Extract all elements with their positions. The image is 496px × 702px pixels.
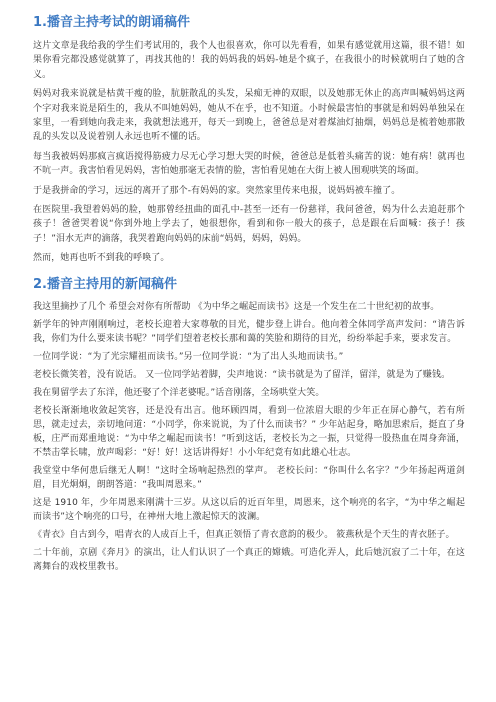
paragraph: 每当我被妈妈那疯言疯语搅得筋疲力尽无心学习想大哭的时候，爸爸总是低着头痛苦的说：她有病！就再也不吭一声。我害怕看见妈妈，害怕她那毫无表情的脸，害怕看见她在大街上被人围观哄笑的场面。 [33,151,465,177]
paragraph: 然而，她再也听不到我的呼唤了。 [33,253,170,264]
paragraph: 我在舅留学去了东洋，他还娶了个洋老婆呢。”话音刚落，全场哄堂大笑。 [33,387,325,398]
paragraph: 一位同学说：“为了光宗耀祖而读书。”另一位同学说：“为了出人头地而读书。” [33,351,344,362]
paragraph: 在医院里-我望着妈妈的脸，她那曾经扭曲的面孔中-甚至一还有一份慈祥，我问爸爸，妈为什么去追赶那个孩子！爸爸哭着说“你到外地上学去了，她很想你，看到和你一般大的孩子，总是跟在后面喊：孩子！孩子！”泪水无声的滴落，我哭着跑向妈妈的床前“妈妈，妈妈，妈妈。 [33,205,465,244]
section-news-manuscript [33,276,465,574]
paragraph: 我这里摘抄了几个 希望会对你有所帮助 《为中华之崛起而读书》这是一个发生在二十世纪初的故事。 [33,301,440,312]
section-title-1: 1.播音主持考试的朗诵稿件 [33,15,190,30]
paragraph: 《青衣》自古到今，唱青衣的人成百上千，但真正领悟了青衣意韵的极少。 筱燕秋是个天生的青衣胚子。 [33,529,455,540]
paragraph: 这片文章是我给我的学生们考试用的，我个人也很喜欢，你可以先看看，如果有感觉就用这篇，很不错！如果你看完都没感觉就算了，再找其他的！我的妈妈我的妈妈-她是个疯子，在我很小的时候就明白了她的含义。 [33,41,465,80]
paragraph: 老校长渐渐地收敛起笑容，还是没有出言。他环顾四周，看到一位浓眉大眼的少年正在屏心静气，若有所思，就走过去，亲切地问道：“小同学，你来说说，为了什么而读书？” 少年站起身，略加思索后，挺直了身板，庄严而郑重地说：“为中华之崛起而读书！”听到这话，老校长为之一振，只觉得一股热血在周身奔涌，不禁击掌长啸，放声喝彩：“好！好！这话讲得好！小小年纪竟有如此雄心壮志。 [33,405,465,458]
paragraph: 老校长微笑着，没有说话。 又一位同学站着脚，尖声地说：“读书就是为了留洋，留洋，就是为了赚钱。 [33,369,451,380]
document-page [33,10,465,578]
section-title-2: 2.播音主持用的新闻稿件 [33,276,177,292]
paragraph: 二十年前，京剧《奔月》的演出，让人们认识了一个真正的嫦娥。可造化弄人，此后她沉寂了二十年，在这离舞台的戏校里教书。 [33,547,465,572]
paragraph: 这是 1910 年，少年周恩来刚满十三岁。从这以后的近百年里，周恩来，这个响亮的名字，“为中华之崛起而读书”这个响亮的口号，在神州大地上激起惊天的波澜。 [33,497,465,522]
section-oral-recitation [33,14,465,266]
paragraph: 妈妈对我来说就是枯黄干瘦的脸，肮脏散乱的头发，呆痴无神的双眼，以及她那无休止的高声叫喊妈妈这两个字对我来说是陌生的，我从不叫她妈妈，她从不在乎，也不知道。小时候最害怕的事就是和妈妈单独呆在家里，一看到她向我走来，我就想法逃开，每天一到晚上，爸爸总是对着煤油灯抽烟，妈妈总是梳着她那散乱的头发以及说着别人永远也听不懂的话。 [33,89,465,143]
paragraph: 新学年的钟声刚刚响过，老校长迎着大家尊敬的目光，健步登上讲台。他向着全体同学高声发问：“请告诉我，你们为什么要来读书呢？”同学们望着老校长那和蔼的笑脸和期待的目光，纷纷举起手来，要求发言。 [33,319,465,344]
paragraph: 于是我拼命的学习，远远的离开了那个-有妈妈的家。突然家里传来电报，说妈妈被车撞了。 [33,185,401,196]
paragraph: 我堂堂中华何患后继无人啊！”这时全场响起热烈的掌声。 老校长问：“你叫什么名字？”少年扬起两道剑眉，目光炯炯，朗朗答道：“我叫周恩来。” [33,465,465,490]
